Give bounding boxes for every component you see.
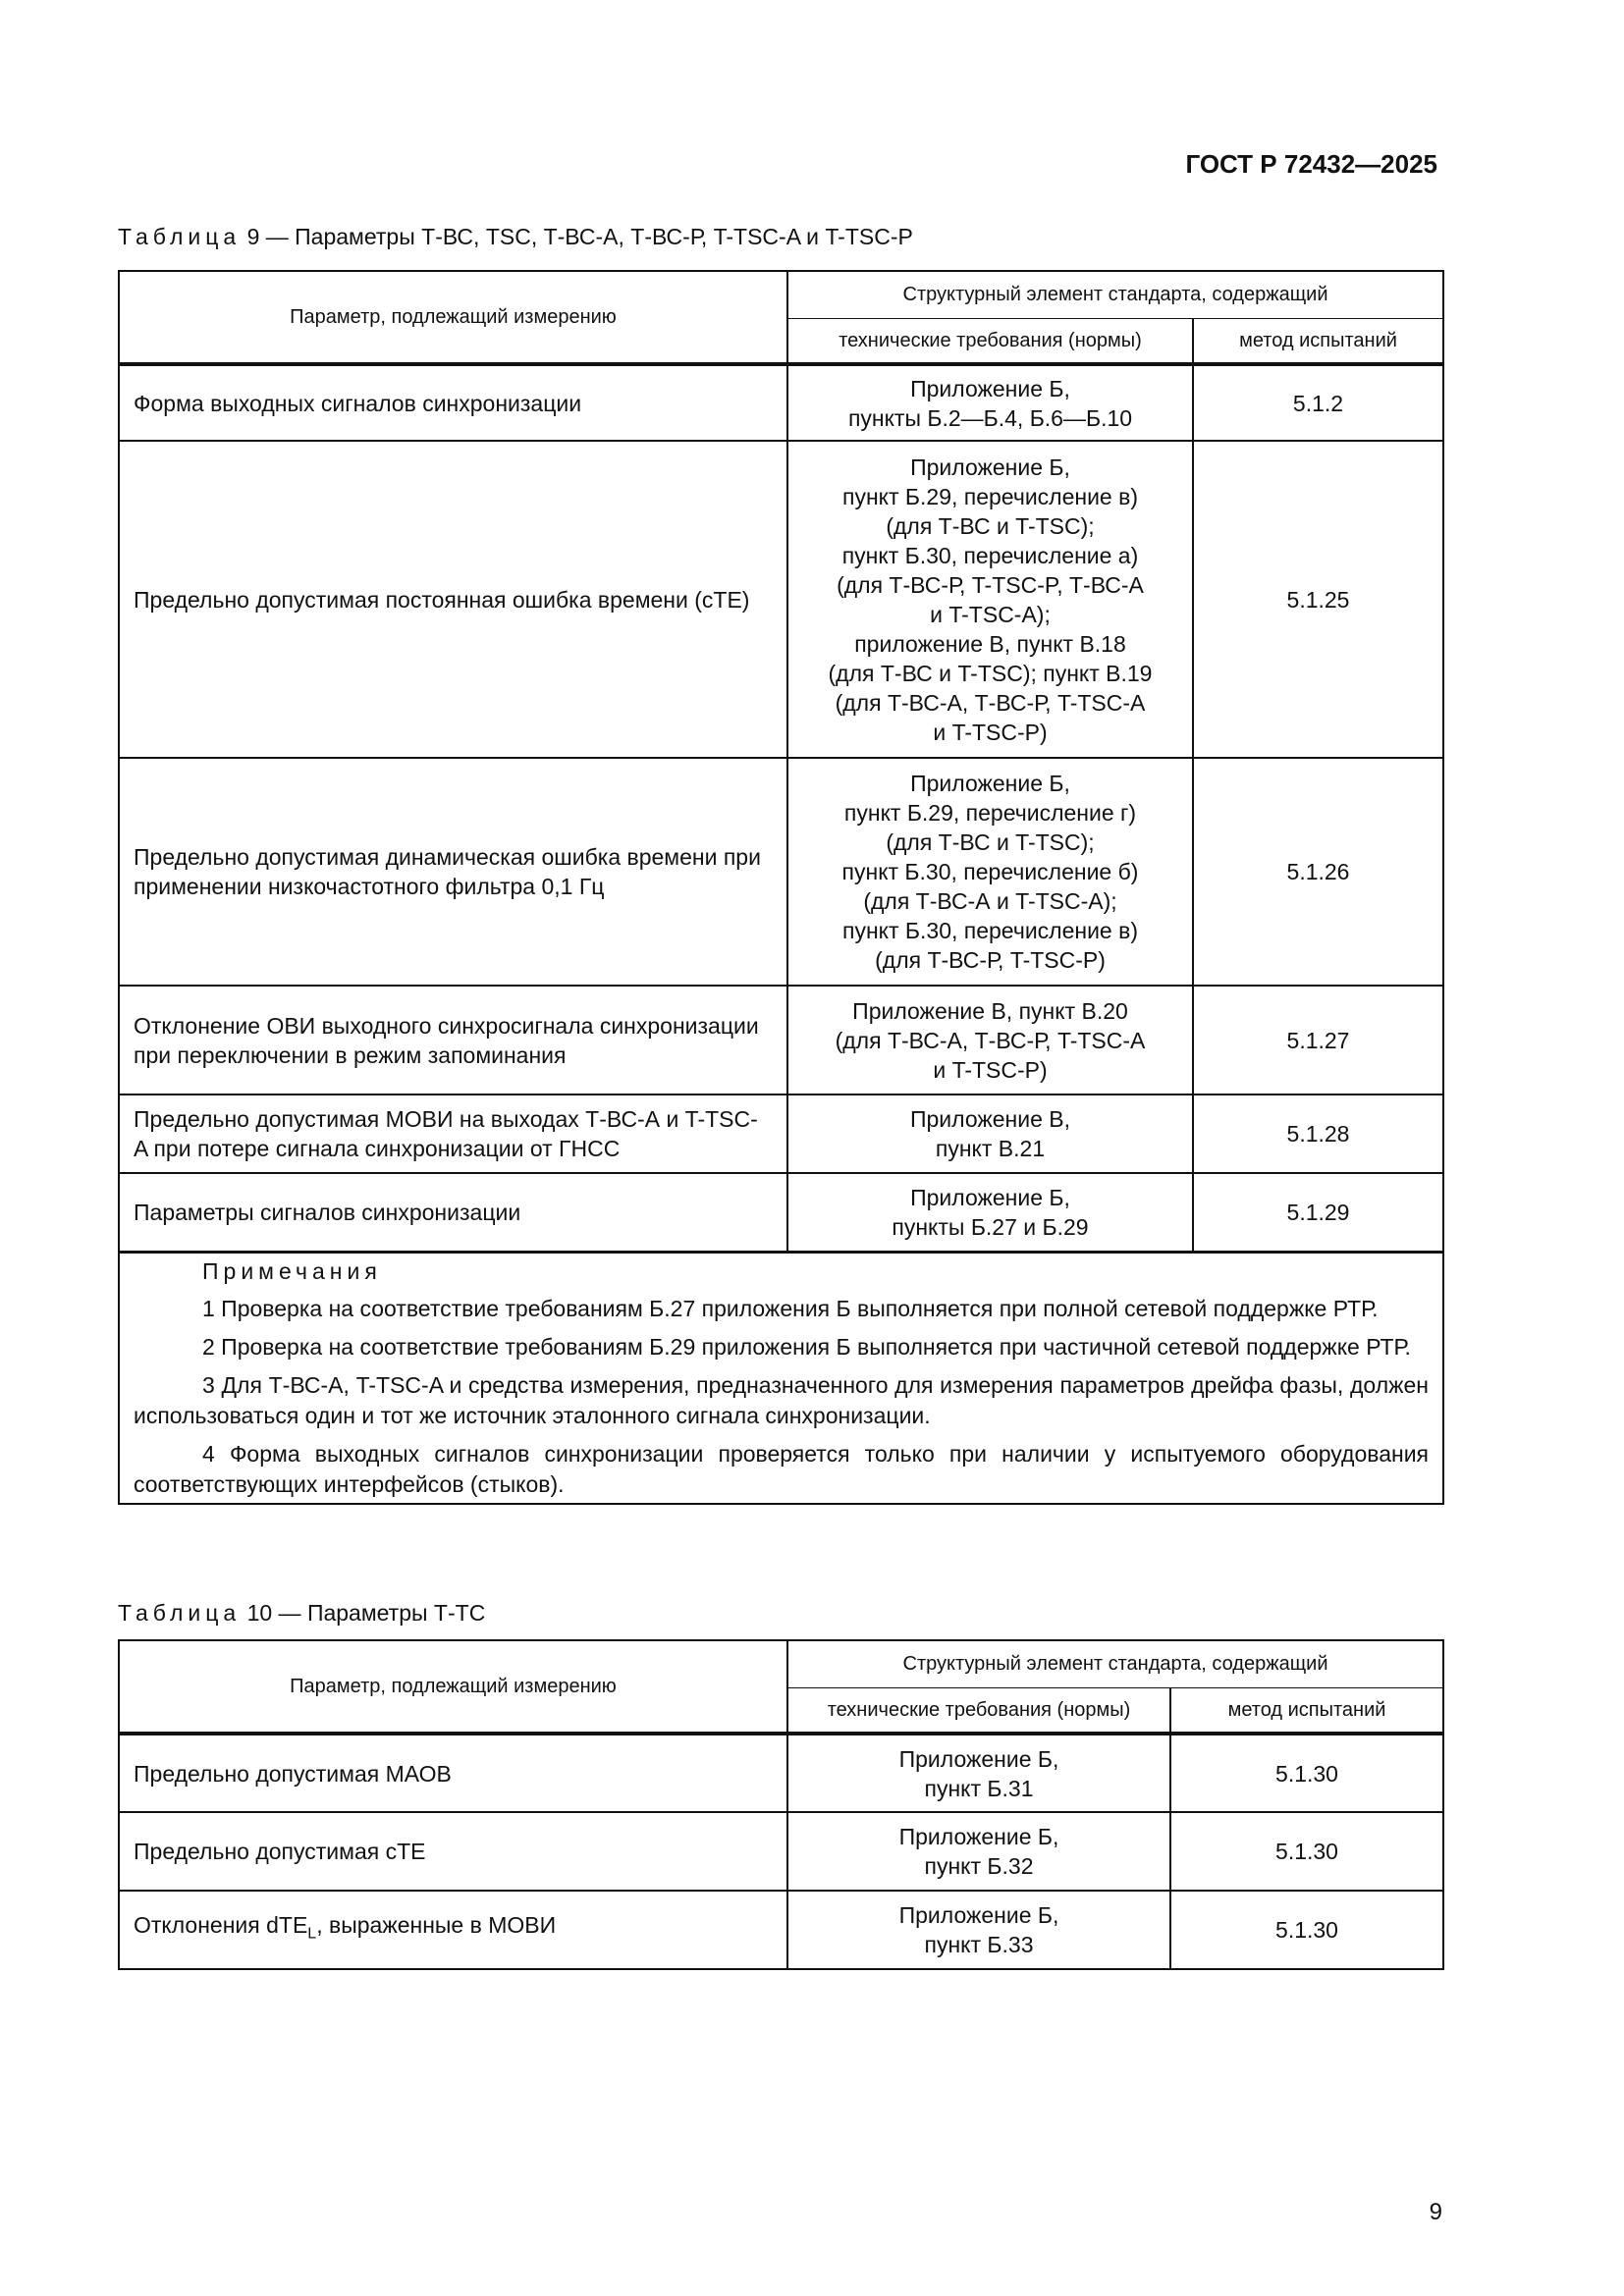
- table-row: [119, 1095, 1443, 1173]
- row-norms: Приложение Б, пункт Б.32: [787, 1812, 1170, 1891]
- row-norms: Приложение В, пункт В.20 (для Т-ВС-А, Т-ВС-Р, T-TSC-A и T-TSC-P): [787, 986, 1193, 1095]
- header-group: Структурный элемент стандарта, содержащий: [787, 271, 1443, 318]
- row-param: Отклонение ОВИ выходного синхросигнала синхронизации при переключении в режим запоминания: [119, 986, 787, 1095]
- header-method: метод испытаний: [1193, 318, 1443, 364]
- row-norms: Приложение В, пункт В.21: [787, 1095, 1193, 1173]
- param-tail: , выраженные в МОВИ: [316, 1912, 557, 1939]
- table-row: [119, 758, 1443, 986]
- row-norms: Приложение Б, пункт Б.29, перечисление г) (для Т-ВС и T-TSC); пункт Б.30, перечисление б) (для Т-ВС-А и T-TSC-A); пункт Б.30, перечисление в) (для Т-ВС-Р, T-TSC-P): [787, 758, 1193, 986]
- row-method: 5.1.27: [1193, 986, 1443, 1095]
- row-method: 5.1.29: [1193, 1173, 1443, 1252]
- table-row: [119, 1812, 1443, 1891]
- row-method: 5.1.25: [1193, 441, 1443, 758]
- row-param: Предельно допустимая сТЕ: [119, 1812, 787, 1891]
- note-item: 4 Форма выходных сигналов синхронизации проверяется только при наличии у испытуемого оборудования соответствующих интерфейсов (стыков).: [134, 1440, 1430, 1497]
- row-norms: Приложение Б, пункты Б.2—Б.4, Б.6—Б.10: [787, 364, 1193, 441]
- row-method: 5.1.26: [1193, 758, 1443, 986]
- note-item: 1 Проверка на соответствие требованиям Б.27 приложения Б выполняется при полной сетевой поддержке РТР.: [202, 1295, 1379, 1321]
- row-param: [119, 1891, 787, 1969]
- table9-caption: [118, 224, 913, 250]
- table10-caption-word: Таблица: [118, 1600, 242, 1626]
- notes-heading: Примечания: [202, 1257, 382, 1284]
- table-row: [119, 1734, 1443, 1812]
- header-method: метод испытаний: [1170, 1687, 1443, 1734]
- notes-row: [119, 1252, 1443, 1504]
- table-row: [119, 364, 1443, 441]
- table9-caption-text: 9 — Параметры Т-ВС, TSC, Т-ВС-А, Т-ВС-Р, T-TSC-A и T-TSC-P: [241, 224, 913, 249]
- row-norms: Приложение Б, пункт Б.29, перечисление в) (для Т-ВС и T-TSC); пункт Б.30, перечисление а) (для Т-ВС-Р, T-TSC-P, Т-ВС-А и T-TSC-A); приложение В, пункт В.18 (для Т-ВС и T-TSC); пункт В.19 (для Т-ВС-А, Т-ВС-Р, T-TSC-A и T-TSC-P): [787, 441, 1193, 758]
- table10: [118, 1639, 1444, 1970]
- row-method: 5.1.28: [1193, 1095, 1443, 1173]
- row-param: Предельно допустимая МОВИ на выходах Т-ВС-А и T-TSC-A при потере сигнала синхронизации от ГНСС: [119, 1095, 787, 1173]
- row-method: 5.1.30: [1170, 1891, 1443, 1969]
- row-norms: Приложение Б, пункт Б.33: [787, 1891, 1170, 1969]
- page-number: 9: [1429, 2199, 1442, 2225]
- table-row: [119, 1891, 1443, 1969]
- row-param: Форма выходных сигналов синхронизации: [119, 364, 787, 441]
- row-norms: Приложение Б, пункт Б.31: [787, 1734, 1170, 1812]
- param-subscript: L: [307, 1925, 317, 1943]
- row-method: 5.1.2: [1193, 364, 1443, 441]
- row-param: Предельно допустимая динамическая ошибка времени при применении низкочастотного фильтра 0,1 Гц: [119, 758, 787, 986]
- row-param: Предельно допустимая постоянная ошибка времени (сТЕ): [119, 441, 787, 758]
- row-method: 5.1.30: [1170, 1812, 1443, 1891]
- row-norms: Приложение Б, пункты Б.27 и Б.29: [787, 1173, 1193, 1252]
- table10-caption: [118, 1600, 485, 1627]
- notes-cell: [119, 1252, 1443, 1504]
- table-row: [119, 1173, 1443, 1252]
- table-row: [119, 441, 1443, 758]
- param-main: Отклонения dTE: [134, 1912, 308, 1939]
- table9-caption-word: Таблица: [118, 224, 242, 249]
- note-item: 3 Для Т-ВС-А, T-TSC-A и средства измерения, предназначенного для измерения параметров дрейфа фазы, должен использоваться один и тот же источник эталонного сигнала синхронизации.: [134, 1371, 1430, 1428]
- table10-caption-text: 10 — Параметры Т-ТС: [241, 1600, 486, 1626]
- header-param: Параметр, подлежащий измерению: [119, 1640, 787, 1734]
- table-row: [119, 986, 1443, 1095]
- row-param: Предельно допустимая МАОВ: [119, 1734, 787, 1812]
- header-norms: технические требования (нормы): [787, 318, 1193, 364]
- header-norms: технические требования (нормы): [787, 1687, 1170, 1734]
- table9: [118, 270, 1444, 1505]
- header-group: Структурный элемент стандарта, содержащий: [787, 1640, 1443, 1687]
- header-param: Параметр, подлежащий измерению: [119, 271, 787, 364]
- row-param: Параметры сигналов синхронизации: [119, 1173, 787, 1252]
- document-code: ГОСТ Р 72432—2025: [1185, 149, 1437, 179]
- row-method: 5.1.30: [1170, 1734, 1443, 1812]
- note-item: 2 Проверка на соответствие требованиям Б.29 приложения Б выполняется при частичной сетевой поддержке РТР.: [202, 1333, 1411, 1360]
